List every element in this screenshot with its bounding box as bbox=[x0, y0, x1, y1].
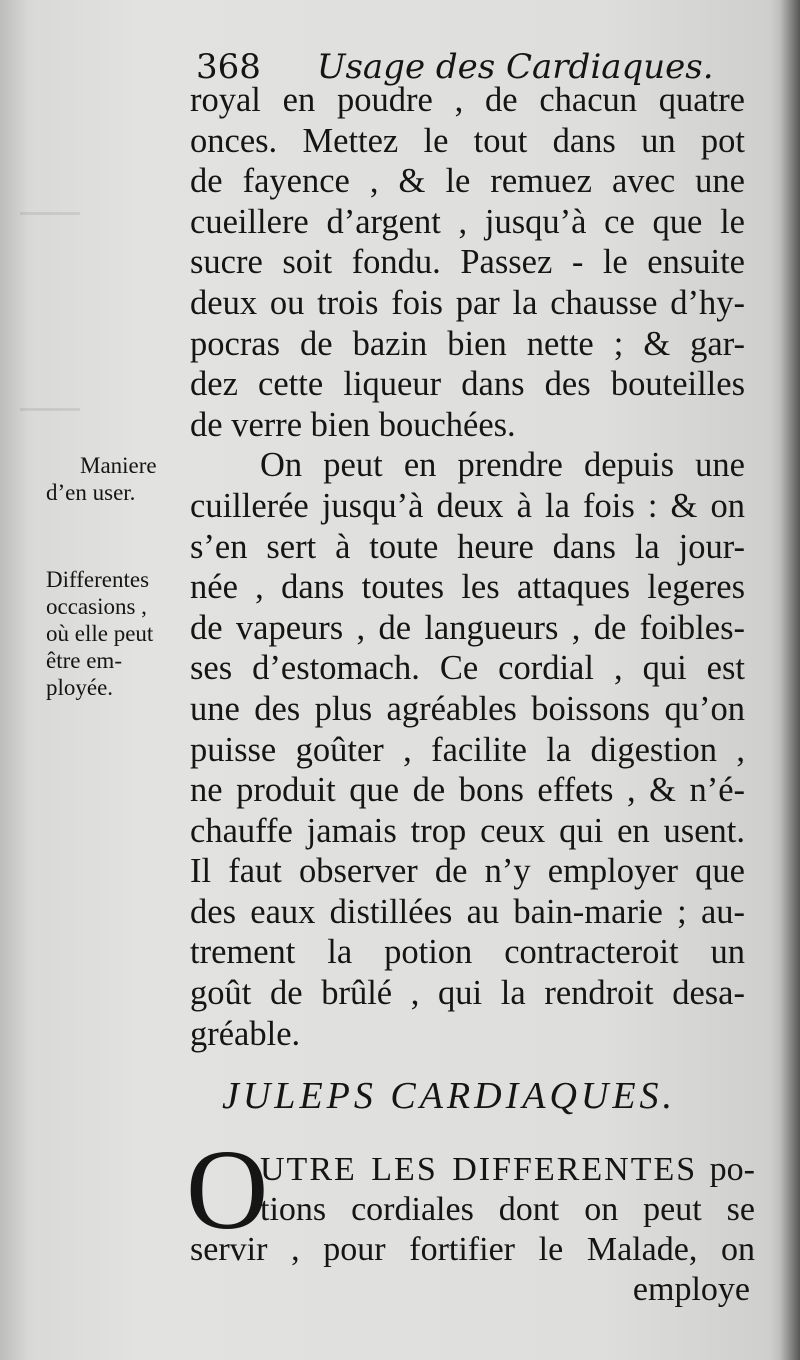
text-line: Il faut observer de n’y employer que bbox=[190, 852, 745, 891]
main-text-block bbox=[190, 80, 745, 1054]
text-fragment: po- bbox=[709, 1151, 755, 1188]
bleed-through-mark bbox=[20, 408, 80, 411]
text-line: ses d’estomach. Ce cordial , qui est bbox=[190, 649, 745, 688]
page-gutter-shadow bbox=[780, 0, 800, 1360]
text-line: cuillerée jusqu’à deux à la fois : & on bbox=[190, 486, 745, 525]
catchword: employe bbox=[632, 1271, 750, 1308]
bleed-through-mark bbox=[20, 212, 80, 215]
text-line: goût de brûlé , qui la rendroit desa- bbox=[190, 974, 745, 1013]
margin-note-occasions bbox=[46, 566, 188, 701]
text-line: une des plus agréables boissons qu’on bbox=[190, 689, 745, 728]
text-line: de vapeurs , de langueurs , de foibles- bbox=[190, 608, 745, 647]
text-line: servir , pour fortifier le Malade, on bbox=[190, 1231, 755, 1268]
margin-note-line: Differentes bbox=[46, 567, 150, 592]
text-line: s’en sert à toute heure dans la jour- bbox=[190, 527, 745, 566]
text-line: chauffe jamais trop ceux qui en usent. bbox=[190, 811, 745, 850]
margin-note-line: où elle peut bbox=[46, 621, 154, 646]
text-line: ne produit que de bons effets , & n’é- bbox=[190, 771, 745, 810]
text-line: de verre bien bouchées. bbox=[190, 405, 516, 444]
margin-note-line: Maniere bbox=[80, 453, 157, 478]
section-heading: JULEPS CARDIAQUES. bbox=[222, 1075, 677, 1117]
text-line: onces. Mettez le tout dans un pot bbox=[190, 121, 745, 160]
text-line: royal en poudre , de chacun quatre bbox=[190, 81, 745, 119]
text-line: deux ou trois fois par la chausse d’hy- bbox=[190, 283, 745, 322]
margin-note-line: occasions , bbox=[46, 594, 147, 619]
opening-small-caps: UTRE LES DIFFERENTES bbox=[260, 1151, 698, 1188]
text-line: pocras de bazin bien nette ; & gar- bbox=[190, 324, 745, 363]
text-line: gréable. bbox=[190, 1014, 301, 1053]
section-text-block bbox=[190, 1150, 755, 1270]
text-line: trement la potion contracteroit un bbox=[190, 933, 745, 972]
page-number: 368 bbox=[196, 47, 261, 87]
text-line: cueillere d’argent , jusqu’à ce que le bbox=[190, 202, 745, 241]
text-line: née , dans toutes les attaques legeres bbox=[190, 568, 745, 607]
running-title: Usage des Cardiaques. bbox=[316, 47, 714, 87]
text-line: tions cordiales dont on peut se bbox=[260, 1191, 755, 1228]
margin-note-line: ployée. bbox=[46, 675, 114, 700]
margin-note-line: être em- bbox=[46, 648, 122, 673]
text-line: de fayence , & le remuez avec une bbox=[190, 162, 745, 201]
drop-cap: O bbox=[186, 1126, 269, 1253]
text-line: On peut en prendre depuis une bbox=[260, 446, 745, 485]
text-line bbox=[190, 1150, 755, 1190]
text-line: sucre soit fondu. Passez - le ensuite bbox=[190, 243, 745, 282]
text-line: des eaux distillées au bain-marie ; au- bbox=[190, 892, 745, 931]
margin-note-line: d’en user. bbox=[46, 480, 136, 505]
margin-note-usage bbox=[46, 452, 188, 506]
text-line: dez cette liqueur dans des bouteilles bbox=[190, 365, 745, 404]
text-line: puisse goûter , facilite la digestion , bbox=[190, 730, 745, 769]
